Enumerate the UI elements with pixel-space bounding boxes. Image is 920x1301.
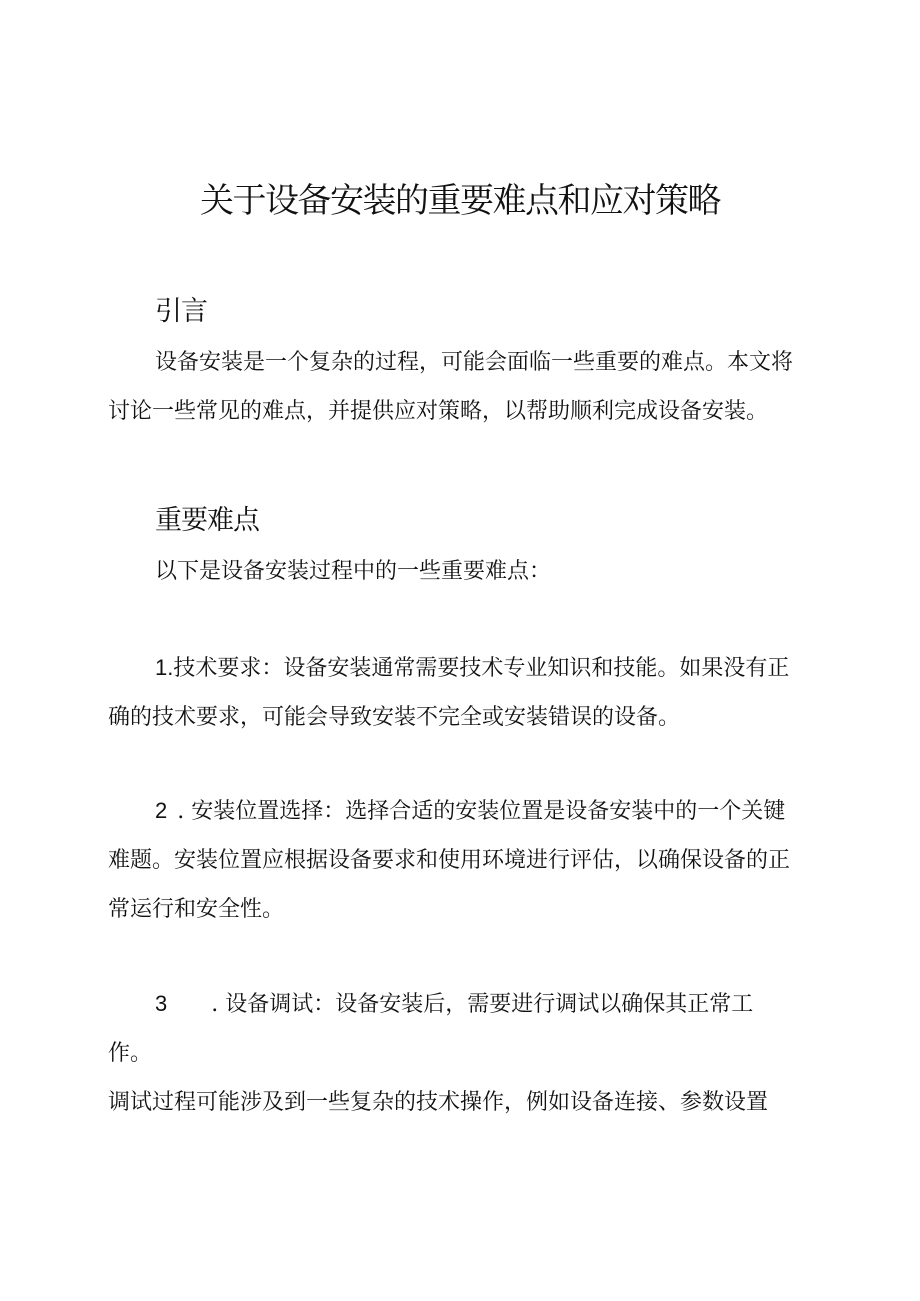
difficulty-item-2-text: . 安装位置选择：选择合适的安装位置是设备安装中的一个关键 [177,799,786,824]
difficulty-item-2 [108,786,828,934]
difficulty-item-3-line-3: 调试过程可能涉及到一些复杂的技术操作，例如设备连接、参数设置 [108,1090,769,1115]
intro-heading: 引言 [155,296,207,327]
difficulty-item-2-line-2: 难题。安装位置应根据设备要求和使用环境进行评估，以确保设备的正 [108,848,791,873]
difficulty-item-1-text: 技术要求：设备安装通常需要技术专业知识和技能。如果没有正 [173,656,790,681]
difficulties-heading: 重要难点 [155,505,259,536]
difficulty-item-2-number: 2 [155,798,168,823]
difficulty-item-1-number: 1. [155,655,174,680]
difficulty-item-3 [108,979,828,1127]
difficulty-item-1 [108,643,828,742]
difficulty-item-1-line-1 [108,643,828,693]
intro-line-2: 讨论一些常见的难点，并提供应对策略，以帮助顺利完成设备安装。 [108,399,769,424]
difficulty-item-3-number: 3 [155,991,168,1016]
difficulty-item-2-line-3: 常运行和安全性。 [108,897,285,922]
page-title: 关于设备安装的重要难点和应对策略 [200,181,720,221]
difficulty-item-3-line-2: 作。 [108,1041,153,1066]
difficulties-lead: 以下是设备安装过程中的一些重要难点： [155,559,552,584]
intro-line-1: 设备安装是一个复杂的过程，可能会面临一些重要的难点。本文将 [155,350,794,375]
difficulty-item-1-line-2: 确的技术要求，可能会导致安装不完全或安装错误的设备。 [108,705,681,730]
intro-paragraph [108,338,828,436]
difficulty-item-3-line-1 [108,979,828,1029]
difficulty-item-3-text: . 设备调试：设备安装后，需要进行调试以确保其正常工 [211,992,754,1017]
difficulty-item-2-line-1 [108,786,828,836]
